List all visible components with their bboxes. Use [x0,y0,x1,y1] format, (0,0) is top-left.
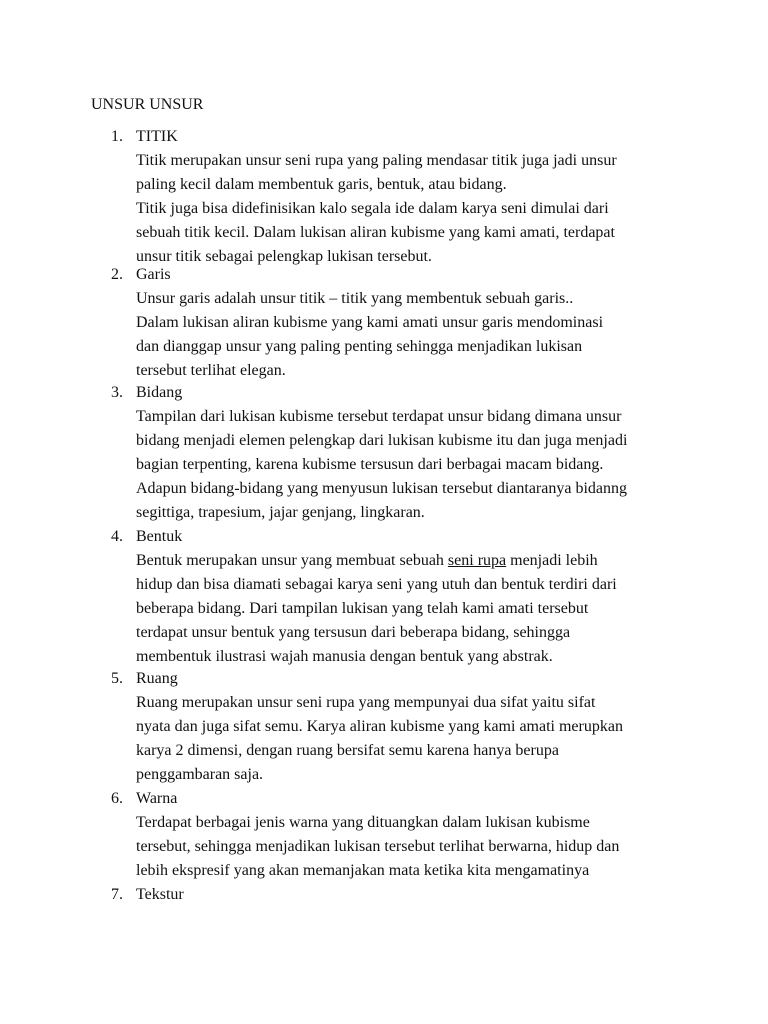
text-line: Titik merupakan unsur seni rupa yang paling mendasar titik juga jadi unsur [136,152,617,169]
text-line: Dalam lukisan aliran kubisme yang kami amati unsur garis mendominasi [136,314,604,331]
list-item-number: 2. [111,266,123,283]
text-line: hidup dan bisa diamati sebagai karya seni yang utuh dan bentuk terdiri dari [136,576,617,593]
text-segment: menjadi lebih [506,552,598,569]
list-item-heading: Garis [136,266,171,283]
paragraph [136,405,696,525]
paragraph [136,149,696,269]
underlined-term: seni rupa [447,552,507,569]
list-item-heading: Tekstur [136,886,184,903]
text-line: tersebut, sehingga menjadikan lukisan tersebut terlihat berwarna, hidup dan [136,838,620,855]
list-item-heading: Bidang [136,384,183,401]
paragraph [136,691,696,787]
list-item-heading: TITIK [136,128,178,145]
list-item-number: 7. [111,886,123,903]
list-item-number: 3. [111,384,123,401]
text-line: beberapa bidang. Dari tampilan lukisan yang telah kami amati tersebut [136,600,589,617]
paragraph [136,549,696,669]
list-item-number: 6. [111,790,123,807]
text-line: bagian terpenting, karena kubisme tersusun dari berbagai macam bidang. [136,456,604,473]
document-title: UNSUR UNSUR [91,96,204,113]
text-line: Unsur garis adalah unsur titik – titik yang membentuk sebuah garis.. [136,290,574,307]
list-item-number: 5. [111,670,123,687]
text-line: unsur titik sebagai pelengkap lukisan tersebut. [136,248,432,265]
text-line: karya 2 dimensi, dengan ruang bersifat semu karena hanya berupa [136,742,559,759]
text-line: nyata dan juga sifat semu. Karya aliran kubisme yang kami amati merupkan [136,718,623,735]
text-line: Terdapat berbagai jenis warna yang dituangkan dalam lukisan kubisme [136,814,590,831]
text-segment: Bentuk merupakan unsur yang membuat sebuah [136,552,448,569]
text-line: lebih ekspresif yang akan memanjakan mata ketika kita mengamatinya [136,862,590,879]
text-line: Tampilan dari lukisan kubisme tersebut terdapat unsur bidang dimana unsur [136,408,622,425]
list-item-heading: Warna [136,790,178,807]
list-item-number: 4. [111,528,123,545]
text-line: Titik juga bisa didefinisikan kalo segala ide dalam karya seni dimulai dari [136,200,609,217]
text-line [136,549,696,573]
text-line: dan dianggap unsur yang paling penting sehingga menjadikan lukisan [136,338,583,355]
list-item-heading: Bentuk [136,528,183,545]
paragraph [136,287,696,383]
text-line: Adapun bidang-bidang yang menyusun lukisan tersebut diantaranya bidanng [136,480,627,497]
text-line: Ruang merupakan unsur seni rupa yang mempunyai dua sifat yaitu sifat [136,694,596,711]
text-line: membentuk ilustrasi wajah manusia dengan bentuk yang abstrak. [136,648,553,665]
list-item-number: 1. [111,128,123,145]
text-line: tersebut terlihat elegan. [136,362,286,379]
paragraph [136,811,696,883]
text-line: sebuah titik kecil. Dalam lukisan aliran kubisme yang kami amati, terdapat [136,224,615,241]
text-line: penggambaran saja. [136,766,264,783]
text-line: bidang menjadi elemen pelengkap dari lukisan kubisme itu dan juga menjadi [136,432,628,449]
text-line: segittiga, trapesium, jajar genjang, lingkaran. [136,504,425,521]
text-line: paling kecil dalam membentuk garis, bentuk, atau bidang. [136,176,507,193]
text-line: terdapat unsur bentuk yang tersusun dari beberapa bidang, sehingga [136,624,571,641]
list-item-heading: Ruang [136,670,178,687]
